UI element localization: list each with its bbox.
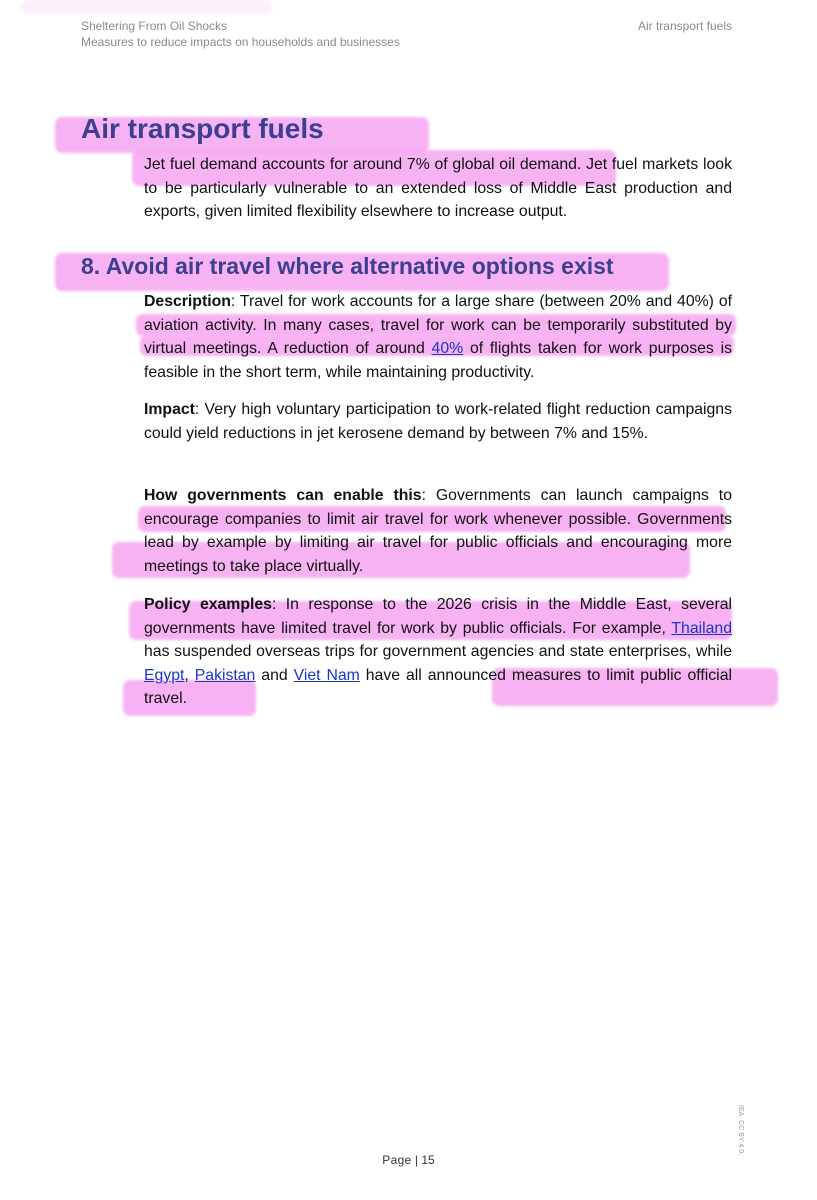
policy-separator-2: and: [255, 666, 294, 684]
description-text-2: of flights taken for work purposes is feasible in the short term, while maintaining productivity.: [144, 340, 732, 381]
link-pakistan[interactable]: Pakistan: [194, 666, 256, 684]
page-title: Air transport fuels: [81, 113, 324, 144]
policy-text-2: has suspended overseas trips for government agencies and state enterprises, while: [144, 643, 732, 661]
impact-text: : Very high voluntary participation to work-related flight reduction campaigns could yield reductions in jet kerosene demand by between 7% and 15%.: [144, 401, 732, 442]
link-egypt[interactable]: Egypt: [144, 666, 185, 684]
license-note: IEA. CC BY 4.0.: [737, 1105, 744, 1156]
link-thailand[interactable]: Thailand: [671, 619, 732, 637]
policy-paragraph: [144, 593, 732, 711]
page-separator: |: [411, 1153, 422, 1167]
description-label: Description: [144, 293, 231, 310]
header-section: Air transport fuels: [637, 19, 732, 33]
impact-label: Impact: [144, 401, 195, 418]
header-doc-title: Sheltering From Oil Shocks: [81, 19, 228, 33]
highlight-mark: [20, 0, 272, 14]
link-viet-nam[interactable]: Viet Nam: [293, 666, 360, 684]
policy-text-3: have all announced measures to limit public official travel.: [144, 666, 732, 708]
description-text-1: : Travel for work accounts for a large share (between 20% and 40%) of aviation activity. In many cases, travel for work can be temporarily substituted by virtual meetings. A reduction of around: [144, 293, 732, 358]
header-left: [81, 18, 400, 50]
measure-heading: 8. Avoid air travel where alternative options exist: [81, 253, 614, 279]
page-number-value: 15: [421, 1153, 435, 1167]
enable-paragraph: [144, 484, 732, 578]
policy-text-1: : In response to the 2026 crisis in the Middle East, several governments have limited travel for work by public officials. For example,: [144, 596, 732, 637]
page-label: Page: [382, 1153, 412, 1167]
enable-text: : Governments can launch campaigns to encourage companies to limit air travel for work whenever possible. Governments lead by example by limiting air travel for public officials and encouraging more meetings to take place virtually.: [144, 487, 732, 575]
page-number: [0, 1153, 817, 1167]
intro-paragraph: Jet fuel demand accounts for around 7% of global oil demand. Jet fuel markets look to be particularly vulnerable to an extended loss of Middle East production and exports, given limited flexibility elsewhere to increase output.: [144, 156, 732, 221]
enable-label: How governments can enable this: [144, 487, 422, 504]
policy-separator-1: ,: [184, 666, 195, 684]
impact-paragraph: [144, 398, 732, 445]
policy-label: Policy examples: [144, 596, 272, 613]
description-paragraph: [144, 290, 732, 384]
link-40-percent[interactable]: 40%: [431, 340, 464, 358]
header-doc-subtitle: Measures to reduce impacts on households and businesses: [81, 35, 400, 49]
